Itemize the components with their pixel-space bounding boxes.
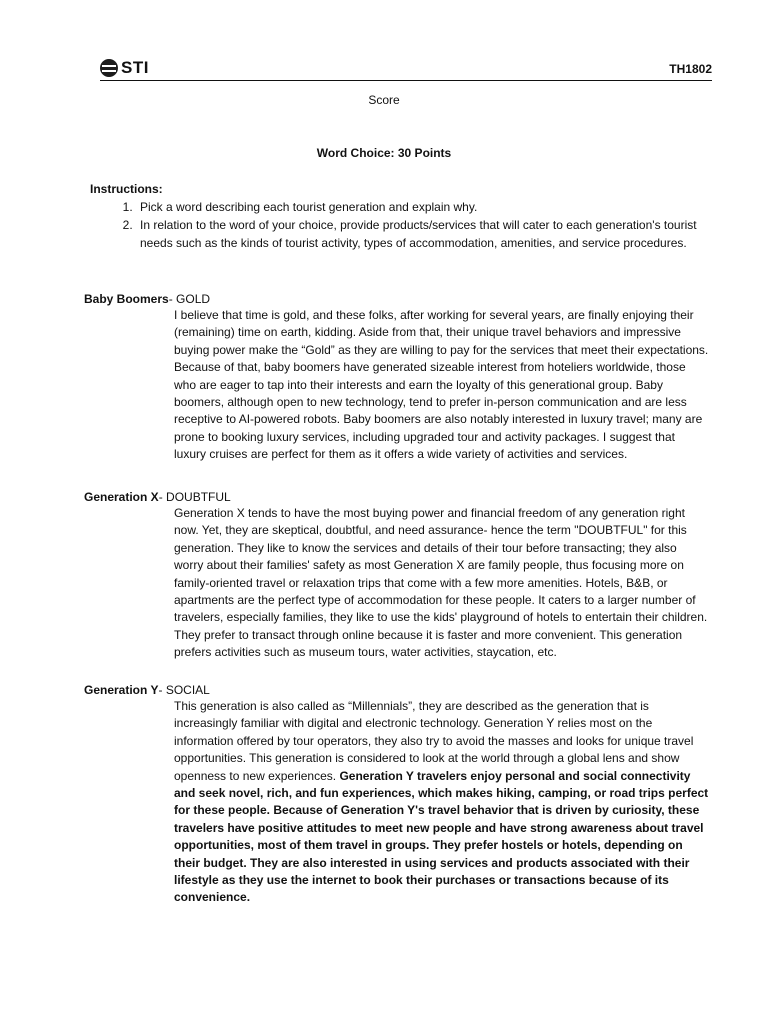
logo-text: STI xyxy=(121,58,149,77)
separator: - xyxy=(158,683,166,697)
page-title: Word Choice: 30 Points xyxy=(316,146,452,160)
separator: - xyxy=(168,292,177,306)
instructions-list xyxy=(90,198,710,252)
instruction-item: 1. Pick a word describing each tourist generation and explain why. xyxy=(136,198,710,216)
header-divider xyxy=(100,80,712,81)
section-body xyxy=(174,698,709,907)
section-heading xyxy=(84,291,714,307)
section-body: Generation X tends to have the most buying power and financial freedom of any generation right now. Yet, they are skeptical, doubtful, and need assurance- hence the term "DOUBTFUL" for this generation. They like to know the services and details of their tour before transacting; they also worry about their families' safety as most Generation X are family people, thus focusing more on family-oriented travel or relaxation trips that come with a few more amenities. Hotels, B&B, or apartments are the perfect type of accommodation for these people. It caters to a larger number of travelers, especially families, they like to use the kids' playground of hotels to entertain their children. They prefer to transact through online because it is faster and more convenient. This generation prefers activities such as museum tours, water activities, staycation, etc. xyxy=(174,506,708,660)
globe-icon xyxy=(100,59,118,77)
document-code: TH1802 xyxy=(669,62,712,76)
generation-word: GOLD xyxy=(176,292,211,306)
generation-term: Baby Boomers xyxy=(84,292,169,306)
generation-word: DOUBTFUL xyxy=(166,490,231,504)
section-body: I believe that time is gold, and these folks, after working for several years, are finally enjoying their (remaining) time on earth, kidding. Aside from that, their unique travel behaviors and impressive buying power make the “Gold” as they are willing to pay for the services that meet their expectations. Because of that, baby boomers have generated sizeable interest from hoteliers worldwide, those who are eager to tap into their interests and earn the loyalty of this generational group. Baby boomers, although open to new technology, tend to prefer in-person communication and are less receptive to AI-powered robots. Baby boomers are also notably interested in luxury travel; many are prone to booking luxury services, including upgraded tour and activity packages. I suggest that luxury cruises are perfect for them as it offers a wide variety of activities and services. xyxy=(174,308,709,462)
body-text: This generation is also called as “Millennials”, they are described as the generation that is increasingly familiar with digital and electronic technology. Generation Y relies most on the information offered by tour operators, they also try to avoid the masses and looks for unique travel opportunities. This generation is considered to look at the world through a global lens and show openness to new experiences. xyxy=(174,699,694,783)
instructions xyxy=(90,180,710,252)
section-generation-x xyxy=(84,489,714,662)
instruction-item: 2. In relation to the word of your choice, provide products/services that will cater to each generation's tourist needs such as the kinds of tourist activity, types of accommodation, amenities, and service procedures. xyxy=(136,216,710,252)
separator: - xyxy=(158,490,167,504)
generation-word: SOCIAL xyxy=(165,683,210,697)
section-heading xyxy=(84,682,714,698)
instructions-heading: Instructions: xyxy=(90,182,163,196)
sti-logo xyxy=(100,58,149,78)
section-generation-y xyxy=(84,682,714,907)
section-heading xyxy=(84,489,714,505)
score-label: Score xyxy=(368,93,400,107)
body-text-bold: Generation Y travelers enjoy personal and social connectivity and seek novel, rich, and fun experiences, which makes hiking, camping, or road trips perfect for these people. Because of Generation Y's travel behavior that is driven by curiosity, these travelers have positive attitudes to meet new people and have strong awareness about travel opportunities, most of them travel in groups. They prefer hostels or hotels, depending on their budget. They are also interested in using services and products associated with their lifestyle as they use the internet to book their purchases or transactions because of its convenience. xyxy=(174,768,709,905)
generation-term: Generation Y xyxy=(84,683,159,697)
section-baby-boomers xyxy=(84,291,714,464)
generation-term: Generation X xyxy=(84,490,159,504)
